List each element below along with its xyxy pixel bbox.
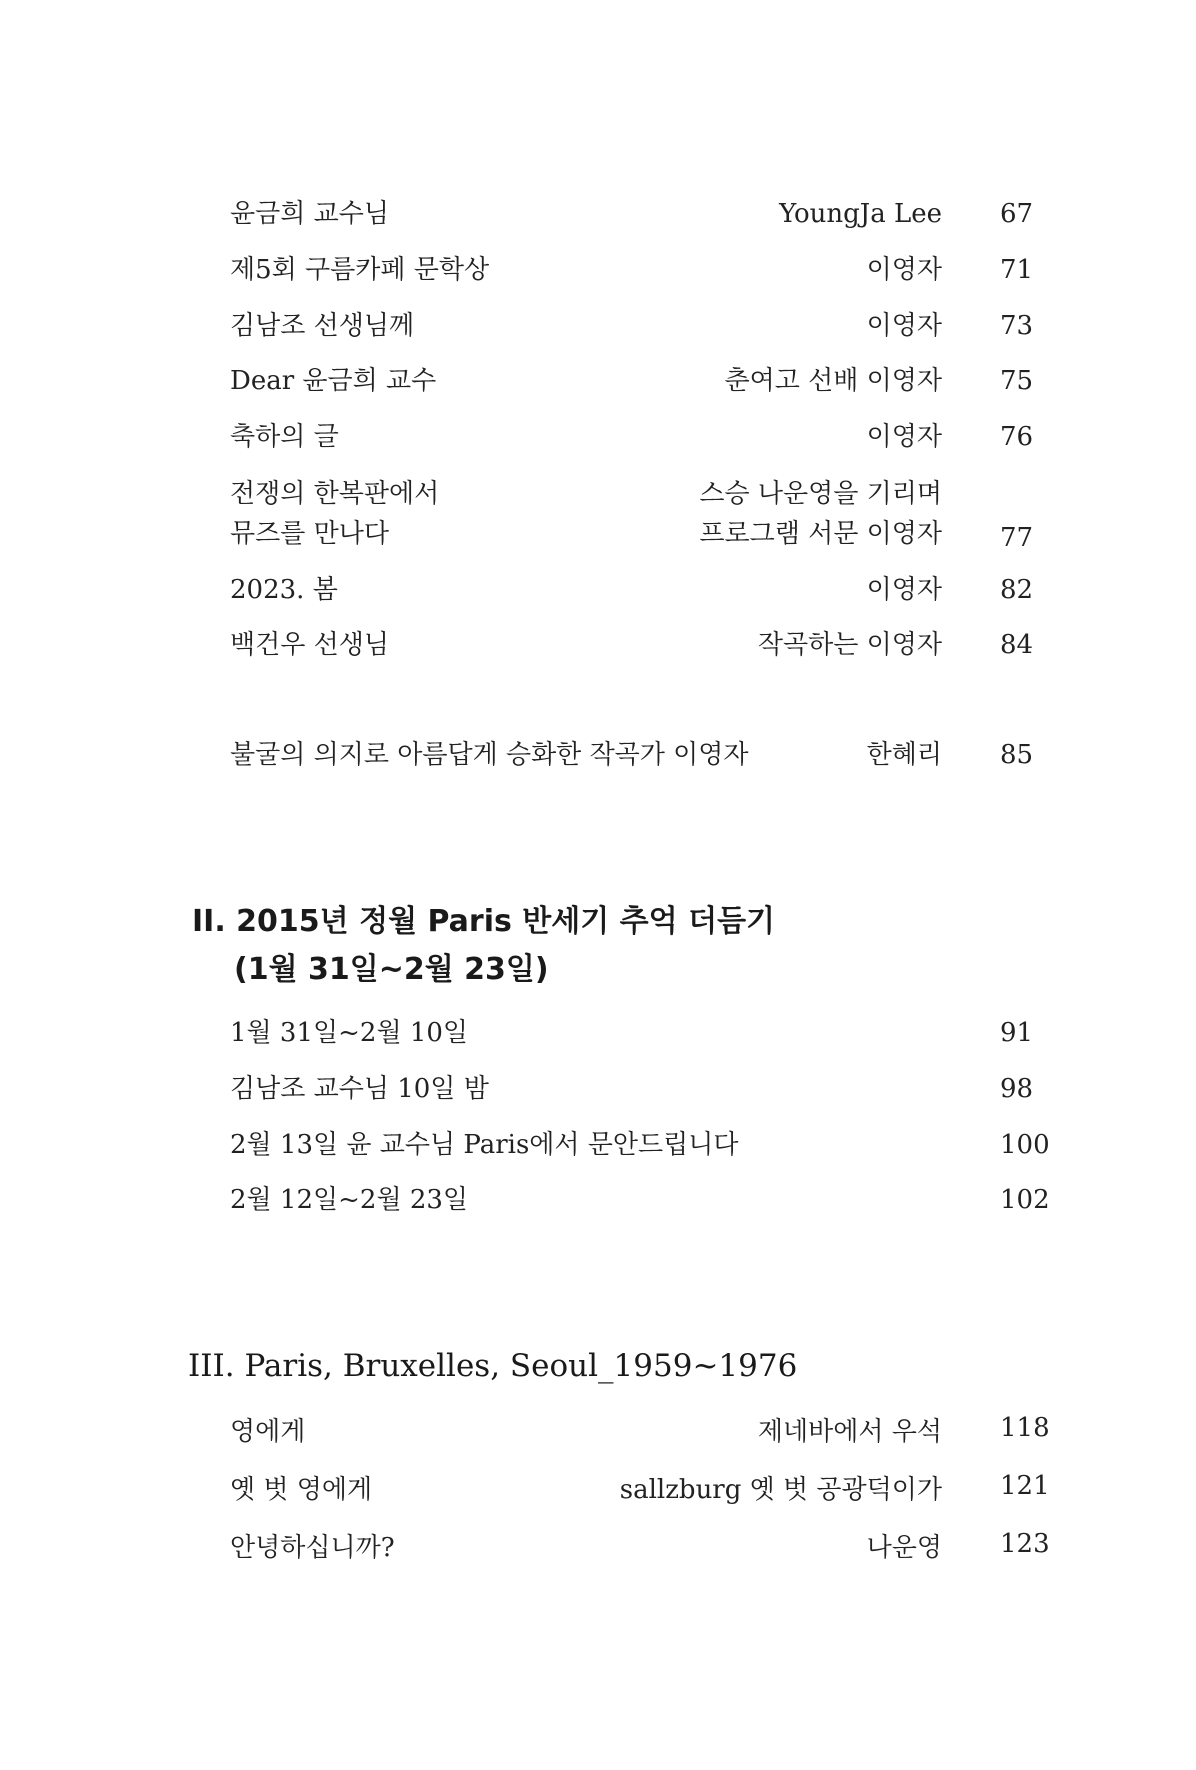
entry-page: 100: [1000, 1130, 1050, 1160]
entry-author: 이영자: [866, 255, 942, 285]
entry-page: 84: [1000, 630, 1034, 660]
entry-author: 이영자: [866, 311, 942, 341]
toc-entry: [0, 1069, 1196, 1109]
toc-entry: [0, 735, 1196, 775]
entry-page: 67: [1000, 199, 1034, 229]
toc-entry: [0, 1125, 1196, 1165]
toc-entry: [0, 194, 1196, 234]
entry-title: 윤금희 교수님: [230, 199, 389, 229]
entry-title: 제5회 구름카페 문학상: [230, 255, 490, 285]
toc-entry: [0, 570, 1196, 610]
entry-title: 옛 벗 영에게: [230, 1475, 373, 1505]
section-2-heading: II. 2015년 정월 Paris 반세기 추억 더듬기: [192, 904, 776, 939]
toc-entry-line2: [0, 514, 1196, 554]
entry-author: 춘여고 선배 이영자: [724, 366, 942, 396]
entry-title: 영에게: [230, 1417, 306, 1447]
toc-entry: [0, 1466, 1196, 1506]
entry-title: 김남조 교수님 10일 밤: [230, 1074, 489, 1104]
entry-title: 2월 12일~2월 23일: [230, 1185, 469, 1215]
toc-entry: [0, 1180, 1196, 1220]
entry-page: 85: [1000, 740, 1034, 770]
toc-entry: [0, 625, 1196, 665]
toc-entry: [0, 1524, 1196, 1564]
entry-page: 75: [1000, 366, 1034, 396]
entry-page: 71: [1000, 255, 1034, 285]
entry-title: 전쟁의 한복판에서: [230, 479, 440, 509]
toc-entry: [0, 417, 1196, 457]
toc-entry: [0, 306, 1196, 346]
toc-entry: [0, 361, 1196, 401]
entry-title: 뮤즈를 만나다: [230, 519, 389, 549]
section-3-heading: III. Paris, Bruxelles, Seoul_1959~1976: [188, 1348, 798, 1384]
entry-page: 91: [1000, 1018, 1034, 1048]
entry-author: sallzburg 옛 벗 공광덕이가: [619, 1475, 942, 1505]
entry-title: 2023. 봄: [230, 575, 338, 605]
entry-author: 나운영: [866, 1533, 942, 1563]
entry-title: 김남조 선생님께: [230, 311, 415, 341]
entry-page: 102: [1000, 1185, 1050, 1215]
entry-author: 작곡하는 이영자: [757, 630, 942, 660]
entry-page: 123: [1000, 1529, 1050, 1559]
entry-title: 안녕하십니까?: [230, 1533, 395, 1563]
toc-entry: [0, 1013, 1196, 1053]
entry-page: 77: [1000, 523, 1034, 553]
entry-title: Dear 윤금희 교수: [230, 366, 437, 396]
entry-page: 76: [1000, 422, 1034, 452]
entry-author: YoungJa Lee: [779, 199, 942, 229]
entry-title: 축하의 글: [230, 422, 339, 452]
entry-title: 1월 31일~2월 10일: [230, 1018, 469, 1048]
entry-title: 불굴의 의지로 아름답게 승화한 작곡가 이영자: [230, 740, 749, 770]
entry-page: 73: [1000, 311, 1034, 341]
toc-entry: [0, 250, 1196, 290]
entry-page: 82: [1000, 575, 1034, 605]
entry-author: 스승 나운영을 기리며: [699, 479, 942, 509]
entry-author: 이영자: [866, 422, 942, 452]
toc-entry-line1: [0, 474, 1196, 514]
entry-author: 제네바에서 우석: [757, 1417, 942, 1447]
entry-author: 한혜리: [866, 740, 942, 770]
entry-title: 2월 13일 윤 교수님 Paris에서 문안드립니다: [230, 1130, 739, 1160]
section-2-subheading: (1월 31일~2월 23일): [234, 952, 549, 987]
toc-entry: [0, 1408, 1196, 1448]
entry-page: 98: [1000, 1074, 1034, 1104]
entry-title: 백건우 선생님: [230, 630, 389, 660]
entry-author: 이영자: [866, 575, 942, 605]
entry-author: 프로그램 서문 이영자: [699, 519, 942, 549]
entry-page: 118: [1000, 1413, 1050, 1443]
entry-page: 121: [1000, 1471, 1050, 1501]
